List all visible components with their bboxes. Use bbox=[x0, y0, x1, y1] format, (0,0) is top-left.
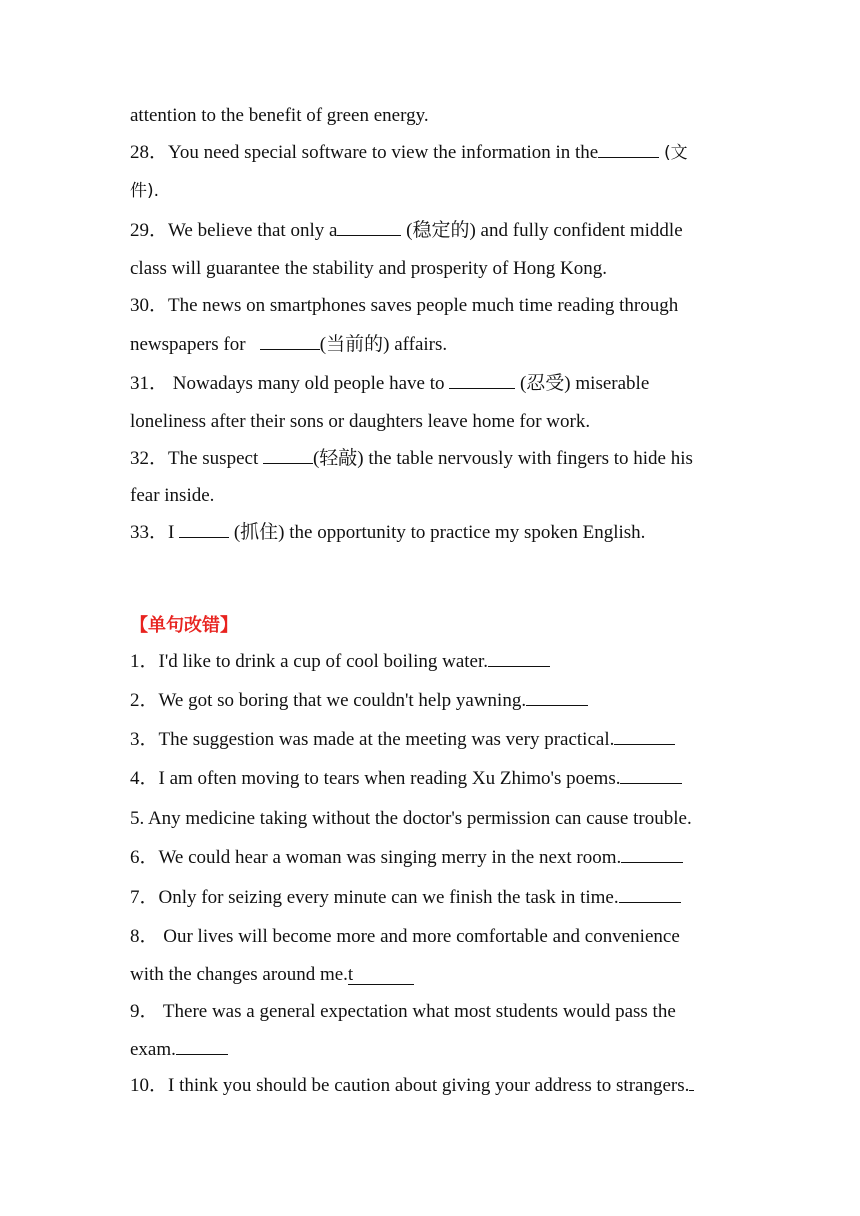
question-29-cont bbox=[130, 250, 730, 288]
answer-blank[interactable] bbox=[337, 218, 401, 236]
answer-blank[interactable] bbox=[621, 845, 683, 863]
correction-7 bbox=[130, 879, 730, 917]
sentence-text: 6．We could hear a woman was singing merry in the next room. bbox=[130, 847, 622, 868]
section-heading: 【单句改错】 bbox=[130, 615, 238, 636]
correction-4 bbox=[130, 760, 730, 798]
correction-8 bbox=[130, 918, 730, 956]
question-31 bbox=[130, 365, 730, 403]
question-28 bbox=[130, 134, 730, 172]
question-text: 28．You need special software to view the information in the bbox=[130, 142, 599, 163]
continuation-line bbox=[130, 97, 730, 135]
answer-mark: t bbox=[347, 964, 354, 985]
answer-blank[interactable] bbox=[614, 727, 675, 745]
sentence-text: 9． There was a general expectation what most students would pass the bbox=[130, 1001, 676, 1022]
sentence-text: 4．I am often moving to tears when reading Xu Zhimo's poems. bbox=[130, 768, 621, 789]
answer-blank[interactable] bbox=[620, 766, 682, 784]
question-text: (稳定的) and fully confident middle bbox=[401, 220, 683, 241]
answer-blank[interactable] bbox=[619, 885, 681, 903]
correction-9 bbox=[130, 993, 730, 1031]
sentence-text: 10．I think you should be caution about giving your address to strangers. bbox=[130, 1075, 690, 1096]
correction-9-cont bbox=[130, 1031, 730, 1069]
question-33 bbox=[130, 514, 730, 552]
correction-6 bbox=[130, 839, 730, 877]
question-30-cont bbox=[130, 326, 730, 364]
correction-5 bbox=[130, 800, 730, 838]
sentence-text: 2．We got so boring that we couldn't help yawning. bbox=[130, 690, 527, 711]
question-text: class will guarantee the stability and prosperity of Hong Kong. bbox=[130, 258, 608, 279]
question-text: loneliness after their sons or daughters leave home for work. bbox=[130, 411, 591, 432]
question-32 bbox=[130, 440, 730, 478]
question-text: 31． Nowadays many old people have to bbox=[130, 373, 450, 394]
question-31-cont bbox=[130, 403, 730, 441]
answer-blank[interactable] bbox=[263, 446, 313, 464]
question-text: (抓住) the opportunity to practice my spoken English. bbox=[229, 522, 646, 543]
correction-2 bbox=[130, 682, 730, 720]
question-28-cont bbox=[130, 172, 730, 210]
answer-blank[interactable] bbox=[488, 649, 550, 667]
answer-blank[interactable] bbox=[260, 332, 320, 350]
answer-blank[interactable] bbox=[526, 688, 588, 706]
question-text: 29．We believe that only a bbox=[130, 220, 338, 241]
question-text: 件). bbox=[130, 181, 160, 201]
correction-1 bbox=[130, 643, 730, 681]
sentence-text: exam. bbox=[130, 1039, 176, 1060]
question-32-cont bbox=[130, 477, 730, 515]
answer-blank[interactable] bbox=[176, 1037, 228, 1055]
question-text: 32．The suspect bbox=[130, 448, 263, 469]
sentence-text: 8． Our lives will become more and more comfortable and convenience bbox=[130, 926, 680, 947]
answer-blank[interactable] bbox=[179, 520, 229, 538]
answer-blank[interactable] bbox=[348, 965, 414, 985]
sentence-text: 1．I'd like to drink a cup of cool boiling water. bbox=[130, 651, 489, 672]
answer-blank[interactable] bbox=[449, 371, 515, 389]
correction-8-cont bbox=[130, 956, 730, 994]
answer-blank[interactable] bbox=[689, 1073, 694, 1091]
question-text: newspapers for bbox=[130, 334, 251, 355]
line-text: attention to the benefit of green energy. bbox=[130, 105, 429, 126]
question-text: 30．The news on smartphones saves people much time reading through bbox=[130, 295, 679, 316]
correction-3 bbox=[130, 721, 730, 759]
sentence-text: 5. Any medicine taking without the doctor's permission can cause trouble. bbox=[130, 808, 692, 829]
chinese-hint: (文 bbox=[663, 143, 688, 163]
question-text: (忍受) miserable bbox=[515, 373, 650, 394]
sentence-text: 7．Only for seizing every minute can we finish the task in time. bbox=[130, 887, 619, 908]
answer-blank[interactable] bbox=[598, 140, 659, 158]
sentence-text: 3．The suggestion was made at the meeting was very practical. bbox=[130, 729, 615, 750]
question-text: (轻敲) the table nervously with fingers to hide his bbox=[312, 448, 693, 469]
question-29 bbox=[130, 212, 730, 250]
sentence-text: with the changes around me. bbox=[130, 964, 348, 985]
question-text: 33．I bbox=[130, 522, 180, 543]
question-text: fear inside. bbox=[130, 485, 215, 506]
question-text: (当前的) affairs. bbox=[319, 334, 448, 355]
correction-10 bbox=[130, 1067, 730, 1105]
question-30 bbox=[130, 287, 730, 325]
